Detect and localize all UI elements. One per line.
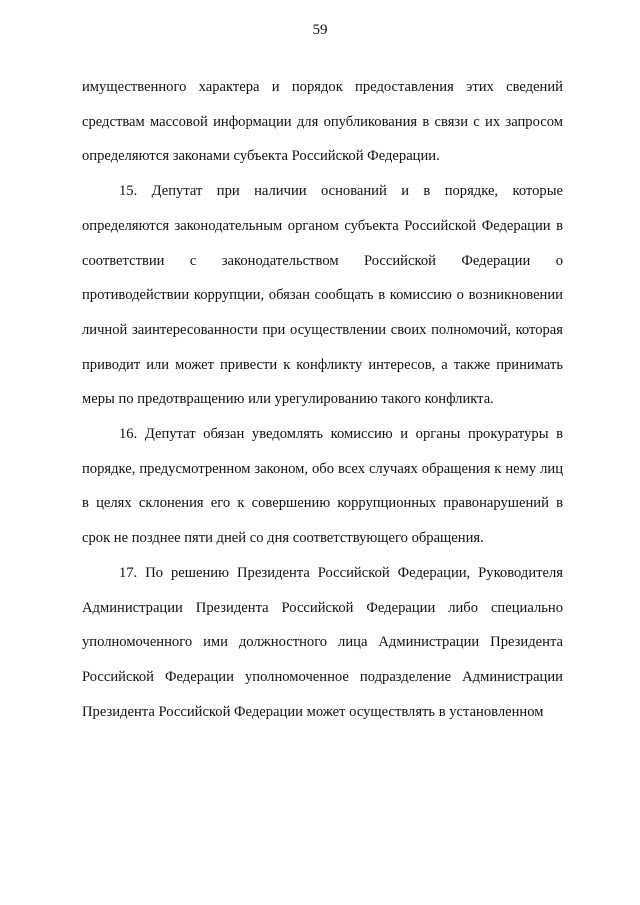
paragraph-15: 15. Депутат при наличии оснований и в порядке, которые определяются законодательным органом субъекта Российской Федерации в соответствии с законодательством Российской Федерации о противодействии коррупции, обязан сообщать в комиссию о возникновении личной заинтересованности при осуществлении своих полномочий, которая приводит или может привести к конфликту интересов, а также принимать меры по предотвращению или урегулированию такого конфликта. — [82, 183, 563, 408]
paragraph-16: 16. Депутат обязан уведомлять комиссию и органы прокуратуры в порядке, предусмотренном законом, обо всех случаях обращения к нему лиц в целях склонения его к совершению коррупционных правонарушений в срок не позднее пяти дней со дня соответствующего обращения. — [82, 426, 563, 547]
paragraph-17: 17. По решению Президента Российской Федерации, Руководителя Администрации Президента Российской Федерации либо специально уполномоченного ими должностного лица Администрации Президента Российской Федерации уполномоченное подразделение Администрации Президента Российской Федерации может осуществлять в установленном — [82, 564, 563, 720]
page-number: 59 — [312, 22, 328, 38]
paragraph-continuation: имущественного характера и порядок предоставления этих сведений средствам массовой информации для опубликования в связи с их запросом определяются законами субъекта Российской Федерации. — [82, 79, 563, 165]
document-body — [82, 70, 563, 729]
